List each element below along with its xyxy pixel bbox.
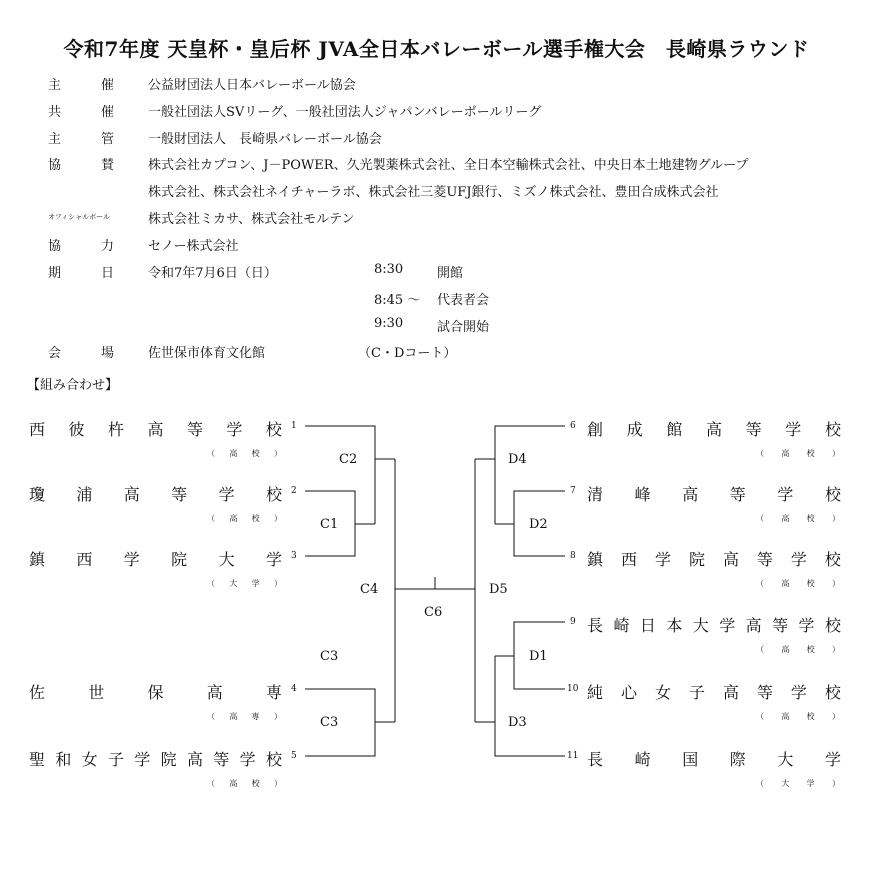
bracket-line-c3: [305, 689, 375, 756]
team-category-char: （: [756, 712, 764, 721]
team-name-char: 学: [134, 750, 151, 769]
info-label-char: 主: [48, 132, 62, 147]
team-name-char: 心: [620, 683, 637, 702]
team-category-char: ）: [831, 449, 840, 458]
info-value-organizer: 公益財団法人日本バレーボール協会: [148, 78, 356, 93]
team-category-char: 高: [781, 449, 790, 458]
schedule-time: 8:30: [374, 262, 404, 277]
team-name-char: 学: [123, 550, 140, 569]
match-label-d1: D1: [529, 649, 548, 664]
team-name-char: 高: [705, 420, 722, 439]
team-category-char: 校: [251, 449, 260, 458]
info-value-date: 令和7年7月6日（日）: [148, 266, 277, 281]
team-category-char: （: [756, 645, 764, 654]
team-name-char: 保: [147, 683, 164, 702]
team-name-char: 大: [777, 750, 794, 769]
team-name-char: 院: [171, 550, 188, 569]
team-name-char: 本: [666, 616, 683, 635]
team-name-char: 校: [265, 750, 282, 769]
team-name-5: [29, 747, 282, 770]
team-name-char: 浦: [76, 485, 93, 504]
match-label-c4: C4: [360, 582, 379, 597]
team-name-char: 高: [722, 550, 739, 569]
team-name-char: 等: [213, 750, 230, 769]
team-name-char: 館: [666, 420, 683, 439]
team-name-char: 等: [729, 485, 746, 504]
team-category-char: 校: [806, 645, 815, 654]
team-category-char: 校: [251, 779, 260, 788]
team-name-char: 学: [226, 420, 243, 439]
team-name-char: 成: [626, 420, 643, 439]
team-category-char: （: [207, 579, 215, 588]
team-category-char: ）: [273, 712, 282, 721]
team-name-char: 学: [777, 485, 794, 504]
team-category-char: （: [756, 579, 764, 588]
match-label-c3-lower: C3: [320, 715, 339, 730]
schedule-time: 8:45 ～: [374, 293, 421, 308]
team-name-char: 和: [55, 750, 72, 769]
team-name-char: 学: [654, 550, 671, 569]
team-category-char: （: [756, 449, 764, 458]
team-category-5: [207, 778, 282, 789]
team-category-char: ）: [831, 514, 840, 523]
team-category-11: [756, 778, 840, 789]
team-name-char: 純: [587, 683, 604, 702]
info-label-char: 協: [48, 239, 62, 254]
team-name-char: 学: [239, 750, 256, 769]
team-name-char: 瓊: [29, 485, 46, 504]
team-name-char: 学: [824, 750, 841, 769]
match-label-d5: D5: [489, 582, 508, 597]
bracket-line-d4: [495, 426, 565, 524]
page-title: 令和7年度 天皇杯・皇后杯 JVA全日本バレーボール選手権大会 長崎県ラウンド: [63, 37, 810, 61]
team-name-char: 彼: [68, 420, 85, 439]
team-category-6: [756, 448, 840, 459]
team-number-8: 8: [570, 551, 576, 561]
team-number-4: 4: [291, 684, 297, 694]
team-name-char: 崎: [613, 616, 630, 635]
team-category-char: （: [756, 514, 764, 523]
team-name-char: 西: [620, 550, 637, 569]
info-value-sponsor-2: 株式会社、株式会社ネイチャーラボ、株式会社三菱UFJ銀行、ミズノ株式会社、豊田合成株式会社: [148, 185, 719, 200]
team-category-char: 学: [251, 579, 260, 588]
team-name-char: 女: [654, 683, 671, 702]
match-label-c2: C2: [339, 452, 358, 467]
info-label-char: 場: [100, 346, 114, 361]
team-number-9: 9: [570, 617, 576, 627]
team-category-char: 高: [229, 712, 238, 721]
team-name-char: 学: [265, 550, 282, 569]
info-label-char: 催: [100, 105, 114, 120]
info-label-char: 日: [100, 266, 114, 281]
team-name-char: 学: [790, 683, 807, 702]
team-name-char: 際: [729, 750, 746, 769]
team-category-char: ）: [831, 645, 840, 654]
team-name-char: 等: [745, 420, 762, 439]
info-value-cohost: 一般社団法人SVリーグ、一般社団法人ジャパンバレーボールリーグ: [148, 105, 542, 120]
info-value-sponsor-1: 株式会社カプコン、J－POWER、久光製薬株式会社、全日本空輸株式会社、中央日本土地建物グループ: [148, 158, 749, 173]
team-name-char: 等: [772, 616, 789, 635]
team-name-char: 杵: [107, 420, 124, 439]
schedule-event: 代表者会: [437, 293, 490, 308]
team-category-char: ）: [273, 579, 282, 588]
team-category-10: [756, 711, 840, 722]
team-category-char: 高: [229, 779, 238, 788]
team-category-char: ）: [831, 579, 840, 588]
match-label-c3-upper: C3: [320, 649, 339, 664]
team-name-char: 日: [639, 616, 656, 635]
team-category-char: ）: [273, 779, 282, 788]
team-name-char: 高: [745, 616, 762, 635]
section-title: 【組み合わせ】: [27, 378, 119, 393]
team-name-char: 等: [186, 420, 203, 439]
team-category-1: [207, 448, 282, 459]
team-number-10: 10: [567, 684, 579, 694]
team-category-char: ）: [831, 779, 840, 788]
team-category-8: [756, 578, 840, 589]
team-name-char: 崎: [634, 750, 651, 769]
team-name-char: 校: [824, 420, 841, 439]
team-name-char: 等: [756, 550, 773, 569]
team-name-char: 峰: [634, 485, 651, 504]
team-category-char: 校: [806, 514, 815, 523]
team-name-char: 長: [587, 750, 604, 769]
team-category-char: 校: [806, 449, 815, 458]
info-label-char: 力: [100, 239, 114, 254]
team-name-char: 等: [756, 683, 773, 702]
team-name-char: 校: [265, 420, 282, 439]
team-category-char: 専: [251, 712, 260, 721]
info-label-char: 期: [48, 266, 62, 281]
team-number-1: 1: [291, 421, 297, 431]
team-name-char: 清: [587, 485, 604, 504]
info-value-cooperation: セノー株式会社: [148, 239, 239, 254]
team-category-3: [207, 578, 282, 589]
info-label-char: 賛: [100, 158, 114, 173]
team-name-char: 子: [107, 750, 124, 769]
team-number-3: 3: [291, 551, 297, 561]
team-name-char: 学: [218, 485, 235, 504]
info-label-char: 主: [48, 78, 62, 93]
team-name-char: 鎮: [587, 550, 604, 569]
team-category-char: 高: [781, 712, 790, 721]
info-value-management: 一般財団法人 長崎県バレーボール協会: [148, 132, 382, 147]
team-name-char: 校: [824, 485, 841, 504]
team-name-char: 聖: [29, 750, 46, 769]
team-category-char: 高: [781, 579, 790, 588]
team-name-7: [587, 482, 841, 505]
team-category-char: 学: [806, 779, 815, 788]
team-name-char: 西: [29, 420, 46, 439]
team-name-2: [29, 482, 282, 505]
team-category-char: 校: [806, 712, 815, 721]
team-name-char: 長: [587, 616, 604, 635]
team-name-char: 鎮: [29, 550, 46, 569]
team-name-6: [587, 417, 841, 440]
team-name-char: 学: [790, 550, 807, 569]
team-name-1: [29, 417, 282, 440]
team-number-6: 6: [570, 421, 576, 431]
bracket-line-c2: [305, 426, 375, 524]
venue-court: （C・Dコート）: [358, 346, 457, 361]
team-category-char: 高: [781, 514, 790, 523]
team-name-char: 校: [265, 485, 282, 504]
team-name-9: [587, 613, 841, 636]
team-name-char: 学: [719, 616, 736, 635]
team-category-char: 高: [229, 449, 238, 458]
team-category-char: （: [207, 779, 215, 788]
match-label-d2: D2: [529, 517, 548, 532]
team-category-2: [207, 513, 282, 524]
team-name-char: 院: [160, 750, 177, 769]
team-category-7: [756, 513, 840, 524]
team-name-char: 西: [76, 550, 93, 569]
team-category-char: （: [756, 779, 764, 788]
schedule-time: 9:30: [374, 316, 404, 331]
team-name-8: [587, 547, 841, 570]
match-label-d4: D4: [508, 452, 527, 467]
team-name-char: 大: [692, 616, 709, 635]
team-number-7: 7: [570, 486, 576, 496]
team-name-char: 創: [587, 420, 604, 439]
bracket-line-d3: [495, 656, 565, 756]
team-name-char: 佐: [29, 683, 46, 702]
team-category-char: （: [207, 514, 215, 523]
team-name-char: 学: [785, 420, 802, 439]
team-name-char: 高: [722, 683, 739, 702]
team-name-char: 等: [171, 485, 188, 504]
team-category-9: [756, 644, 840, 655]
team-number-2: 2: [291, 486, 297, 496]
team-number-5: 5: [291, 751, 297, 761]
info-value-official-ball: 株式会社ミカサ、株式会社モルテン: [148, 212, 355, 227]
team-category-char: 高: [229, 514, 238, 523]
team-category-char: ）: [273, 449, 282, 458]
team-name-char: 子: [688, 683, 705, 702]
info-label-char: 管: [100, 132, 114, 147]
team-name-char: 高: [186, 750, 203, 769]
team-category-char: 校: [806, 579, 815, 588]
team-name-char: 高: [682, 485, 699, 504]
team-category-char: 高: [781, 645, 790, 654]
info-label-char: 会: [48, 346, 62, 361]
team-category-char: 大: [781, 779, 790, 788]
team-name-char: 校: [824, 683, 841, 702]
team-name-char: 校: [824, 616, 841, 635]
team-name-3: [29, 547, 282, 570]
team-name-char: 学: [798, 616, 815, 635]
team-category-char: （: [207, 712, 215, 721]
team-name-char: 大: [218, 550, 235, 569]
schedule-event: 試合開始: [437, 320, 490, 335]
team-name-char: 高: [147, 420, 164, 439]
team-name-4: [29, 680, 282, 703]
team-category-char: ）: [831, 712, 840, 721]
match-label-d3: D3: [508, 715, 527, 730]
team-name-11: [587, 747, 841, 770]
team-category-char: （: [207, 449, 215, 458]
team-category-4: [207, 711, 282, 722]
info-label-official-ball: オフィシャルボール: [48, 213, 110, 221]
info-label-char: 協: [48, 158, 62, 173]
team-category-char: 大: [229, 579, 238, 588]
team-name-char: 高: [206, 683, 223, 702]
match-label-c6: C6: [424, 605, 443, 620]
team-name-char: 国: [682, 750, 699, 769]
schedule-event: 開館: [437, 266, 464, 281]
team-name-char: 院: [688, 550, 705, 569]
team-number-11: 11: [567, 751, 579, 761]
team-name-char: 校: [824, 550, 841, 569]
team-category-char: 校: [251, 514, 260, 523]
info-label-char: 催: [100, 78, 114, 93]
team-name-10: [587, 680, 841, 703]
match-label-c1: C1: [320, 517, 339, 532]
team-name-char: 女: [81, 750, 98, 769]
team-category-char: ）: [273, 514, 282, 523]
info-label-char: 共: [48, 105, 62, 120]
info-value-venue: 佐世保市体育文化館: [148, 346, 266, 361]
team-name-char: 高: [123, 485, 140, 504]
team-name-char: 専: [265, 683, 282, 702]
team-name-char: 世: [88, 683, 105, 702]
